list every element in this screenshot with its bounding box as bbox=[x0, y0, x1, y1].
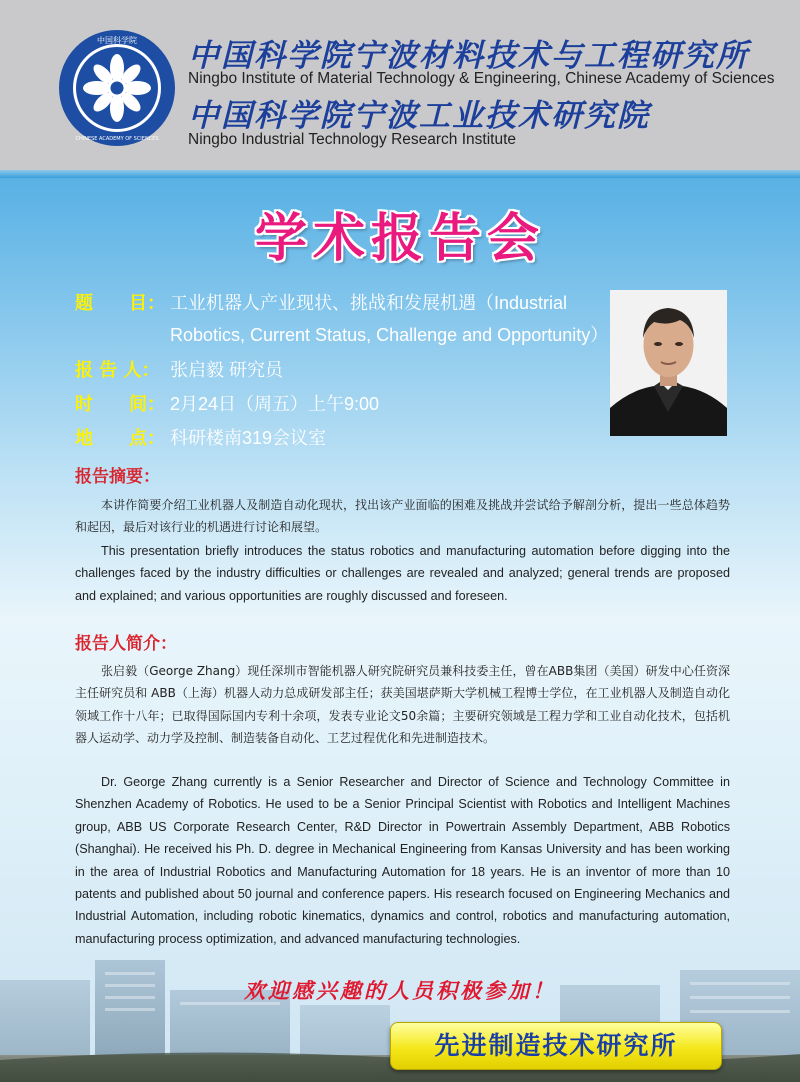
header-divider bbox=[0, 170, 800, 178]
topic-label: 题 目： bbox=[75, 293, 165, 314]
welcome-message: 欢迎感兴趣的人员积极参加！ bbox=[244, 978, 556, 1003]
cas-logo-icon bbox=[57, 28, 177, 148]
organizer-name: 先进制造技术研究所 bbox=[434, 1031, 678, 1060]
bio-cn: 张启毅（George Zhang）现任深圳市智能机器人研究院研究员兼科技委主任，曾在ABB集团（美国）研发中心任资深主任研究员和 ABB（上海）机器人动力总成研发部主任；获美国堪萨斯大学机械工程博士学位，在工业机器人及制造自动化领域工作十八年；已取得国际国内专利十余项，发表专业论文50余篇；主要研究领域是工程力学和工业自动化技术，包括机器人运动学、动力学及控制、制造装备自动化、工艺过程优化和先进制造技术。 bbox=[75, 664, 730, 746]
abstract-en: This presentation briefly introduces the status robotics and manufacturing automation before digging into the challenges faced by the industry difficulties or challenges are revealed and analyzed; general trends are proposed and explained; and various opportunities are roughly discussed and foreseen. bbox=[75, 544, 730, 603]
time-label: 时 间： bbox=[75, 394, 165, 415]
institute-name-en-2: Ningbo Industrial Technology Research Institute bbox=[188, 131, 516, 148]
institute-header bbox=[0, 0, 800, 170]
institute-name-cn-2: 中国科学院宁波工业技术研究院 bbox=[188, 98, 650, 134]
topic-line-2: Robotics, Current Status, Challenge and Opportunity） bbox=[170, 325, 609, 345]
speaker-value: 张启毅 研究员 bbox=[170, 360, 284, 380]
place-label: 地 点： bbox=[75, 428, 165, 449]
bio-en: Dr. George Zhang currently is a Senior Researcher and Director of Science and Technology Committee in Shenzhen Academy of Robotics. He used to be a Senior Principal Scientist with Robotics and Intelligent Machines group, ABB US Corporate Research Center, R&D Director in Powertrain Assembly Department, ABB Robotics (Shanghai). He received his Ph. D. degree in Mechanical Engineering from Kansas University and has been working in the area of Industrial Robotics and Manufacturing Automation for 18 years. He is an inventor of more than 10 patents and published about 50 journal and conference papers. His research focused on Engineering Mechanics and Industrial Automation, including robotic kinematics, dynamics and control, robotics and manufacturing automation, manufacturing process optimization, and advanced manufacturing technologies. bbox=[75, 775, 730, 946]
time-value: 2月24日（周五）上午9:00 bbox=[170, 394, 380, 414]
speaker-label: 报 告 人： bbox=[75, 360, 160, 381]
institute-name-en-1: Ningbo Institute of Material Technology & Engineering, Chinese Academy of Sciences bbox=[188, 70, 775, 87]
poster-title: 学术报告会 bbox=[254, 209, 545, 269]
topic-line-1: 工业机器人产业现状、挑战和发展机遇（Industrial bbox=[170, 293, 568, 313]
logo-top-text: 中国科学院 bbox=[97, 36, 137, 45]
logo-ring-text: CHINESE ACADEMY OF SCIENCES bbox=[75, 136, 159, 142]
place-value: 科研楼南319会议室 bbox=[170, 428, 327, 448]
abstract-heading: 报告摘要： bbox=[75, 467, 160, 487]
organizer-badge bbox=[390, 1022, 722, 1070]
bio-heading: 报告人简介： bbox=[75, 634, 177, 654]
abstract-cn: 本讲作简要介绍工业机器人及制造自动化现状，找出该产业面临的困难及挑战并尝试给予解剖分析，提出一些总体趋势和起因，最后对该行业的机遇进行讨论和展望。 bbox=[75, 498, 730, 535]
speaker-photo bbox=[610, 290, 727, 436]
institute-name-cn-1: 中国科学院宁波材料技术与工程研究所 bbox=[188, 38, 749, 74]
